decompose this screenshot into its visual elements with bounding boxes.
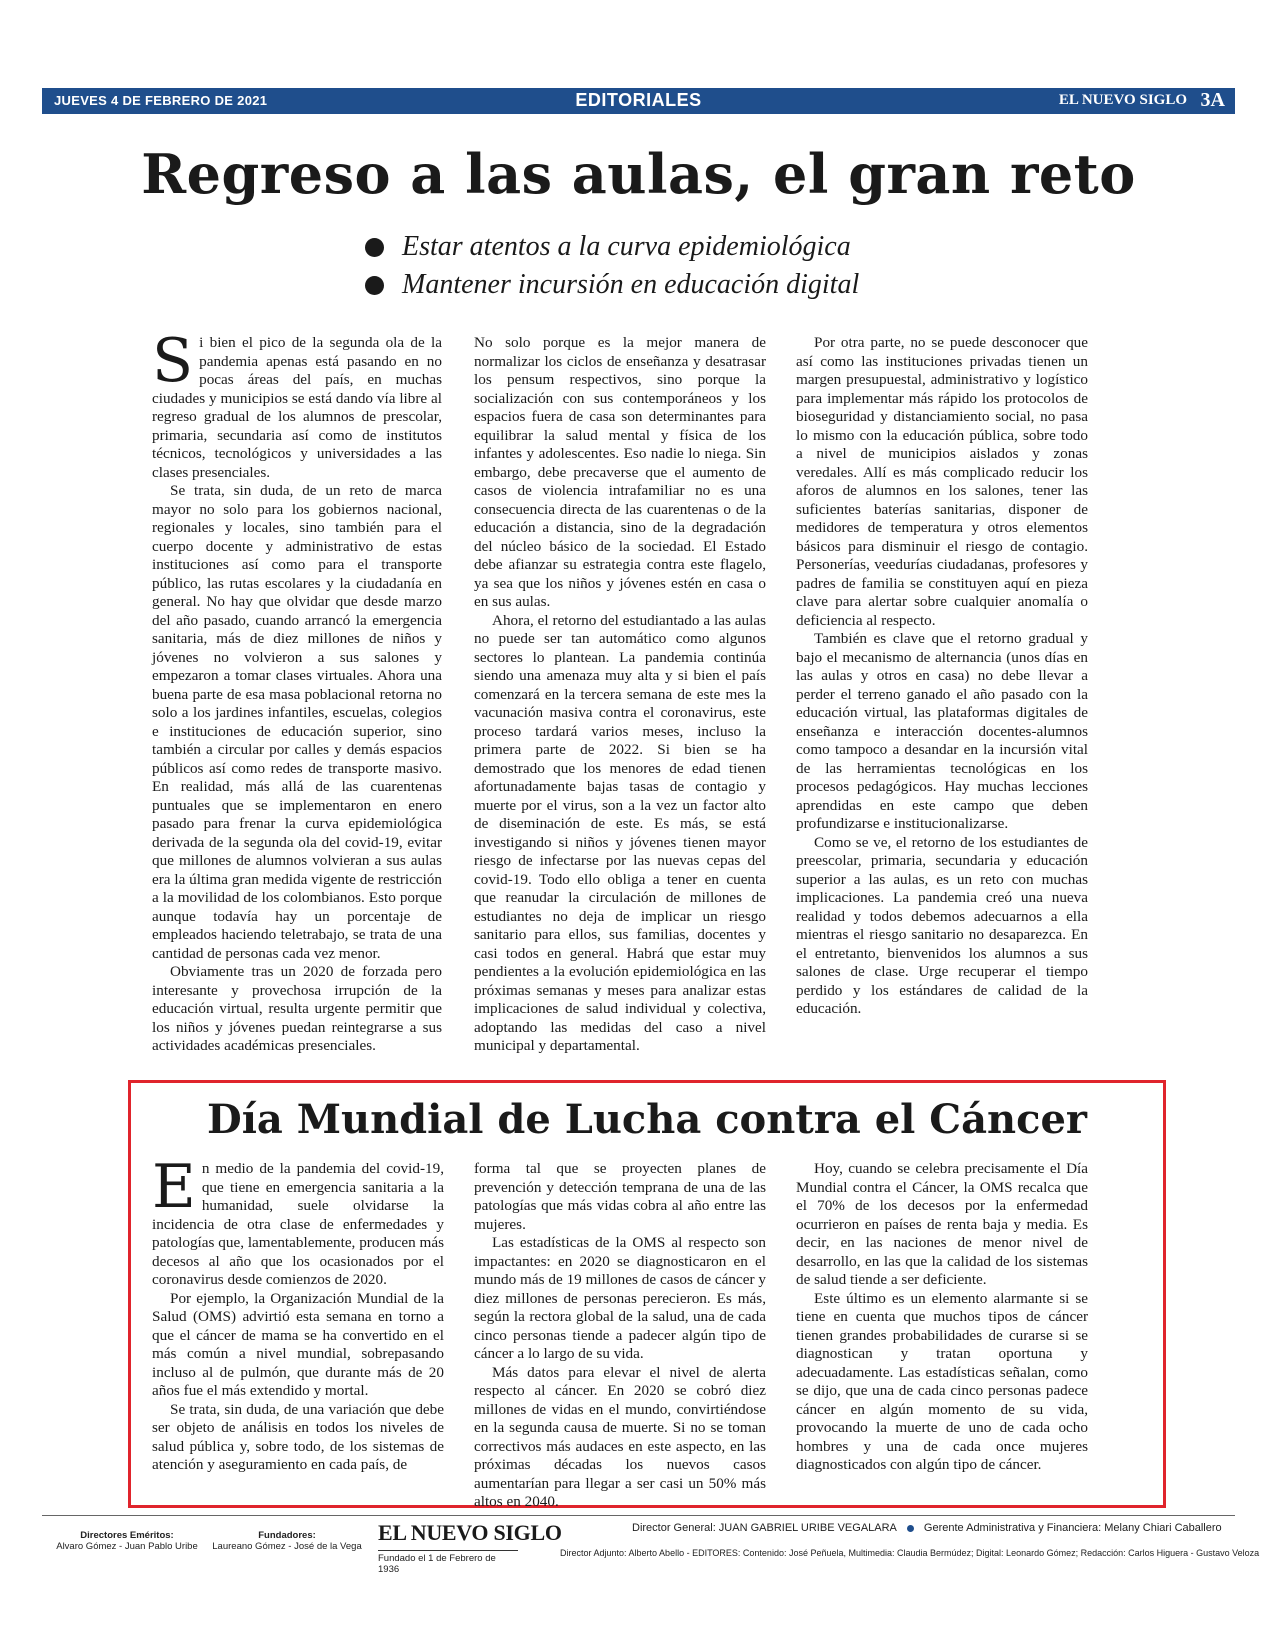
editorial2-column-1 — [152, 1152, 444, 1475]
bullet-dot-icon — [365, 276, 384, 295]
editorial2-column-2 — [474, 1160, 766, 1512]
bullet-dot-icon — [365, 238, 384, 257]
paragraph: forma tal que se proyecten planes de prevención y detección temprana de una de las patologías que más vidas cobra al año entre las mujeres. — [474, 1160, 766, 1233]
bullet-text: Estar atentos a la curva epidemiológica — [402, 231, 851, 262]
directores-names: Alvaro Gómez - Juan Pablo Uribe — [56, 1541, 198, 1552]
paragraph: Como se ve, el retorno de los estudiantes de preescolar, primaria, secundaria y educación superior a las aulas, es un reto con muchas implicaciones. La pandemia creó una nueva realidad y todos debemos adecuarnos a ella mientras el riesgo sanitario no desaparezca. En el entretanto, bienvenidos los alumnos a sus salones de clase. Urge recuperar el tiempo perdido y los estándares de calidad de la educación. — [796, 833, 1088, 1017]
paper-name: EL NUEVO SIGLO — [1058, 92, 1187, 108]
paragraph: Ahora, el retorno del estudiantado a las aulas no puede ser tan automático como algunos sectores lo plantean. La pandemia continúa siendo una amenaza muy alta y si bien el país comenzará en la tercera semana de este mes la vacunación masiva contra el coronavirus, este proceso tardará varios meses, incluso la primera parte de 2022. Si bien se ha demostrado que los menores de edad tienen afortunadamente bajas tasas de contagio y muerte por el virus, son a la vez un factor alto de diseminación de este. Es más, se está investigando si niños y jóvenes tienen mayor riesgo de infectarse por las nuevas cepas del covid-19. Todo ello obliga a tener en cuenta que reanudar la circulación de millones de estudiantes no deja de implicar un riesgo sanitario para ellos, sus familias, docentes y casi todos en general. Habrá que estar muy pendientes a la evolución epidemiológica en las próximas semanas y meses para analizar estas implicaciones de salud individual y colectiva, adoptando las medidas del caso a nivel municipal y departamental. — [474, 611, 766, 1054]
editorial1-column-2 — [474, 334, 766, 1056]
bullet-item — [365, 266, 859, 304]
footer-divider — [42, 1515, 1235, 1516]
paragraph: Se trata, sin duda, de un reto de marca mayor no solo para los gobiernos nacional, regionales y locales, sino también para el cuerpo docente y administrativo de estas instituciones así como para el transporte público, las rutas escolares y la ciudadanía en general. No hay que olvidar que desde marzo del año pasado, cuando arrancó la emergencia sanitaria, más de diez millones de niños y jóvenes no volvieron a sus salones y empezaron a tomar clases virtuales. Ahora una buena parte de esa masa poblacional retorna no solo a los jardines infantiles, escuelas, colegios e instituciones de educación superior, sino también a circular por calles y demás espacios públicos así como redes de transporte masivo. En realidad, más allá de las cuarentenas puntuales que se implementaron en enero pasado para frenar la curva epidemiológica derivada de la segunda ola del covid-19, evitar que millones de alumnos volvieran a sus aulas era la última gran medida vigente de restricción a la movilidad de los colombianos. Esto porque aunque todavía hay un porcentaje de empleados haciendo teletrabajo, se trata de una cantidad de personas cada vez menor. — [152, 482, 442, 962]
editorial1-column-1 — [152, 326, 442, 1056]
fundadores-title: Fundadores: — [258, 1530, 316, 1541]
paragraph: i bien el pico de la segunda ola de la pandemia apenas está pasando en no pocas áreas del país, en muchas ciudades y municipios se está dando vía libre al regreso gradual de los alumnos de prescolar, primaria, secundaria así como de institutos técnicos, tecnológicos y universidades a las clases presenciales. — [152, 334, 442, 481]
paragraph: No solo porque es la mejor manera de normalizar los ciclos de enseñanza y desatrasar los pensum respectivos, sino porque la socialización con sus contemporáneos y los espacios fuera de casa son determinantes para equilibrar la salud mental y física de los infantes y adolescentes. Eso nadie lo niega. Sin embargo, debe precaverse que el aumento de casos de violencia intrafamiliar no es una consecuencia directa de las cuarentenas o de la educación a distancia, sino de la degradación del núcleo básico de la sociedad. El Estado debe afianzar su estrategia contra este flagelo, ya sea que los niños y jóvenes estén en casa o en sus aulas. — [474, 334, 766, 610]
editorial-headline: Regreso a las aulas, el gran reto — [141, 142, 1136, 206]
page-number: 3A — [1200, 89, 1225, 111]
founded-date: Fundado el 1 de Febrero de 1936 — [378, 1550, 518, 1575]
paragraph: Este último es un elemento alarmante si se tiene en cuenta que muchos tipos de cáncer tienen grandes probabilidades de curarse si se diagnostican y tratan oportuna y adecuadamente. Las estadísticas señalan, como se dijo, que una de cada cinco personas padece cáncer en algún momento de su vida, provocando la muerte de uno de cada ocho hombres y una de cada once mujeres diagnosticados con algún tipo de cáncer. — [796, 1289, 1088, 1473]
headline-bullets — [365, 228, 859, 304]
paragraph: Obviamente tras un 2020 de forzada pero interesante y provechosa irrupción de la educación virtual, resulta urgente permitir que los niños y jóvenes puedan reintegrarse a sus actividades académicas presenciales. — [152, 963, 442, 1054]
paragraph: Por ejemplo, la Organización Mundial de la Salud (OMS) advirtió esta semana en torno a que el cáncer de mama se ha convertido en el más común a nivel mundial, sobrepasando incluso al de pulmón, que durante más de 20 años fue el más extendido y mortal. — [152, 1289, 444, 1399]
bullet-item — [365, 228, 859, 266]
fundadores-names: Laureano Gómez - José de la Vega — [212, 1541, 362, 1552]
paragraph: n medio de la pandemia del covid-19, que tiene en emergencia sanitaria a la humanidad, suele olvidarse la incidencia de otra clase de enfermedades y patologías que, lamentablemente, producen más decesos al año que los ocasionados por el coronavirus desde comienzos de 2020. — [152, 1160, 444, 1288]
paragraph: Más datos para elevar el nivel de alerta respecto al cáncer. En 2020 se cobró diez millones de vidas en el mundo, convirtiéndose en la segunda causa de muerte. Si no se toman correctivos más audaces en este aspecto, en las próximas décadas los nuevos casos aumentarían para llegar a ser casi un 50% más altos en 2040. — [474, 1363, 766, 1510]
directores-title: Directores Eméritos: — [80, 1530, 174, 1541]
editorial2-headline: Día Mundial de Lucha contra el Cáncer — [207, 1096, 1087, 1143]
paragraph: Las estadísticas de la OMS al respecto son impactantes: en 2020 se diagnosticaron en el mundo más de 19 millones de casos de cáncer y diez millones de personas perecieron. Es más, según la rectora global de la salud, una de cada cinco personas tiende a padecer algún tipo de cáncer a lo largo de su vida. — [474, 1234, 766, 1362]
bullet-text: Mantener incursión en educación digital — [402, 269, 860, 300]
editorial2-column-3 — [796, 1160, 1088, 1475]
paragraph: Se trata, sin duda, de una variación que debe ser objeto de análisis en todos los niveles de salud pública y, sobre todo, de los sistemas de atención y aseguramiento en cada país, de — [152, 1400, 444, 1473]
director-line — [632, 1522, 1222, 1534]
paragraph: También es clave que el retorno gradual y bajo el mecanismo de alternancia (unos días en las aulas y otros en casa) no debe llevar a perder el terreno ganado el año pasado con la educación virtual, las plataformas digitales de enseñanza e interacción docentes-alumnos como tampoco a desandar en la incursión vital de las herramientas tecnológicas en los procesos pedagógicos. Hay muchas lecciones aprendidas en este campo que deben profundizarse e institucionalizarse. — [796, 630, 1088, 832]
paragraph: Por otra parte, no se puede desconocer que así como las instituciones privadas tienen un margen presupuestal, administrativo y logístico para implementar más rápido los protocolos de bioseguridad y distanciamiento social, no pasa lo mismo con la educación pública, sobre todo a nivel de municipios aislados y zonas veredales. Allí es más complicado reducir los aforos de alumnos en los salones, tener las suficientes baterías sanitarias, disponer de medidores de temperatura y otros elementos básicos para disminuir el riesgo de contagio. Personerías, veedurías ciudadanas, profesores y padres de familia se constituyen aquí en pieza clave para alertar sobre cualquier anomalía o deficiencia al respecto. — [796, 334, 1088, 629]
section-name: EDITORIALES — [575, 90, 702, 110]
drop-cap: S — [152, 326, 194, 396]
drop-cap: E — [152, 1152, 196, 1222]
issue-date: JUEVES 4 DE FEBRERO DE 2021 — [54, 93, 268, 108]
gerente: Gerente Administrativa y Financiera: Melany Chiari Caballero — [923, 1522, 1222, 1534]
separator-dot-icon — [907, 1525, 914, 1532]
paragraph: Hoy, cuando se celebra precisamente el Día Mundial contra el Cáncer, la OMS recalca que el 70% de los decesos por la enfermedad ocurrieron en países de renta baja y media. Es decir, en las naciones de menor nivel de desarrollo, en las que la calidad de los sistemas de salud tiende a ser deficiente. — [796, 1160, 1088, 1288]
directores-emeritos — [52, 1530, 202, 1552]
footer-logo: EL NUEVO SIGLO — [378, 1520, 562, 1545]
director-general: Director General: JUAN GABRIEL URIBE VEGALARA — [632, 1522, 897, 1534]
section-header-bar — [42, 88, 1235, 114]
editors-line: Director Adjunto: Alberto Abello - EDITORES: Contenido: José Peñuela, Multimedia: Claudia Bermúdez; Digital: Leonardo Gómez; Redacción: Carlos Higuera - Gustavo Veloza — [560, 1548, 1260, 1558]
editorial1-column-3 — [796, 334, 1088, 1019]
fundadores — [212, 1530, 362, 1552]
